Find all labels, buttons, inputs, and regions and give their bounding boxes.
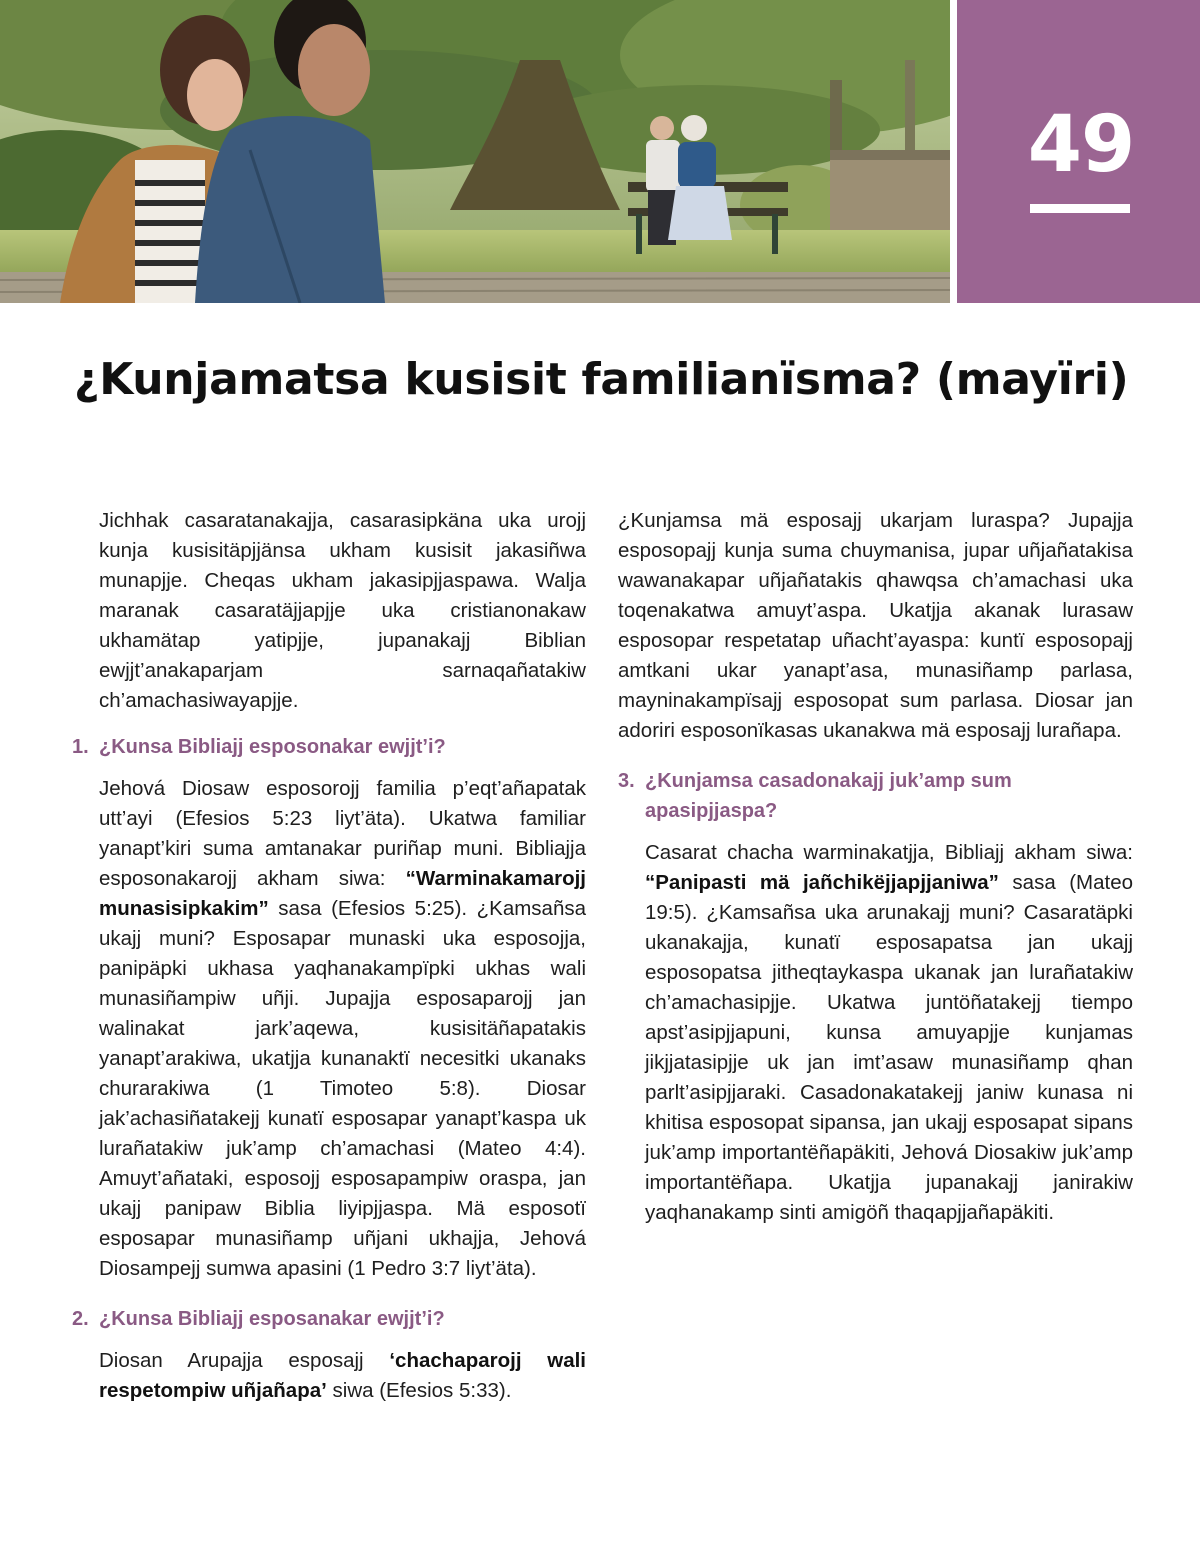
question-3-text: ¿Kunjamsa casadonakajj juk’amp sum apasipjjaspa?: [645, 770, 1012, 822]
question-1-text: ¿Kunsa Bibliajj esposonakar ewjjt’i?: [99, 736, 446, 758]
hero-photo: [0, 0, 950, 303]
answer-1-paragraph: [72, 774, 586, 1284]
question-2-number: 2.: [72, 1308, 89, 1330]
answer-3-text-start: Casarat chacha warminakatjja, Bibliajj akham siwa:: [645, 841, 1133, 864]
intro-paragraph: Jichhak casaratanakajja, casarasipkäna uka urojj kunja kusisitäpjjänsa ukham kusisit jakasiñwa munapjje. Cheqas ukham jakasipjjaspawa. Walja maranak casaratäjjapjje uka cristianonakaw ukhamätap yatipjje, jupanakajj Biblian ewjjt’anakaparjam sarnaqañatakiw ch’amachasiwayapjje.: [99, 509, 586, 712]
question-2-heading: [72, 1304, 586, 1334]
park-couples-illustration: [0, 0, 950, 303]
answer-1-text-end: sasa (Efesios 5:25). ¿Kamsañsa ukajj muni? Esposapar munaski uka esposojja, panipäpki ukhasa yaqhanakampïpki ukhas wali munasiñampiw uñji. Jupajja esposaparojj jan walinakat jark’aqewa, kusisitäñapatakis yanapt’arakiwa, ukatjja kunanaktï necesitki ukanaks churarakiwa (1 Timoteo 5:8). Diosar jak’achasiñatakejj kunatï esposapar yanapt’kaspa uk lurañatakiw juk’amp ch’amachasi (Mateo 4:4). Amuyt’añataki, esposojj esposapampiw oraspa, jan ukajj panipaw Biblia liyipjjaspa. Mä esposotï esposapar munasiñamp uñjani ukhajja, Jehová Diosampejj sumwa apasini (1 Pedro 3:7 liyt’äta).: [99, 897, 586, 1280]
answer-2-continuation: ¿Kunjamsa mä esposajj ukarjam luraspa? Jupajja esposopajj kunja suma chuymanisa, jupar uñjañatakisa wawanakapar uñjañatakis qhawqsa ch’amachasi uka toqenakatwa amuyt’aspa. Ukatjja akanak lurasaw esposopar respetatap uñacht’ayaspa: kuntï esposopajj amtkani ukar yanapt’asa, munasiñamp parlasa, mayninakampïsajj esposopat sum parlasa. Diosar jan adoriri esposonïkasas ukanakwa mä esposajj lurañapa.: [618, 509, 1133, 742]
answer-3-paragraph: [618, 838, 1133, 1228]
answer-2-quote: ‘chachaparojj wali respetompiw uñjañapa’: [99, 1349, 587, 1402]
lesson-number: 49: [1027, 100, 1135, 190]
answer-1-text-start: Jehová Diosaw esposorojj familia p’eqt’añapatak utt’ayi (Efesios 5:23 liyt’äta). Ukatwa familiar yanapt’kiri suma amtanakar puriñap muni. Bibliajja esposonakarojj akham siwa:: [99, 777, 586, 890]
answer-2-text-end: siwa (Efesios 5:33).: [326, 1379, 512, 1402]
question-2-text: ¿Kunsa Bibliajj esposanakar ewjjt’i?: [99, 1308, 445, 1330]
lesson-number-underline: [1030, 204, 1130, 213]
answer-2-text-start: Diosan Arupajja esposajj: [99, 1349, 390, 1372]
right-column: [618, 506, 1133, 1228]
question-3-heading: [618, 766, 1133, 826]
question-1-number: 1.: [72, 736, 89, 758]
answer-2-paragraph: [72, 1346, 586, 1406]
question-3-number: 3.: [618, 770, 635, 792]
left-column: [72, 506, 586, 1406]
answer-1-quote: “Warminakamarojj munasisipkakim”: [99, 867, 586, 920]
answer-3-quote: “Panipasti mä jañchikëjjapjjaniwa”: [645, 871, 999, 894]
question-1-heading: [72, 732, 586, 762]
answer-3-text-end: sasa (Mateo 19:5). ¿Kamsañsa uka arunakajj muni? Casaratäpki ukanakajja, kunatï esposapatsa jan ukajj esposopatsa jitheqtaykaspa ukanak jan lurañatakiw ch’amachasipjje. Ukatwa juntöñatakejj tiempo apst’asipjjapuni, kunsa amuyapjje kunjamas jikjjatasipjje uk jan imt’asaw munasiñamp qhan parlt’asipjjaraki. Casadonakatakejj janiw kunasa ni khitisa esposopat sipansa, jan ukajj esposapat sipans juk’amp importantëñapäkiti, Jehová Diosakiw juk’amp importantëñapa. Ukatjja jupanakajj janirakiw yaqhanakamp sinti amigöñ thaqapjjañapäkiti.: [645, 871, 1133, 1224]
page-title: ¿Kunjamatsa kusisit familianïsma? (mayïri): [74, 354, 1129, 405]
